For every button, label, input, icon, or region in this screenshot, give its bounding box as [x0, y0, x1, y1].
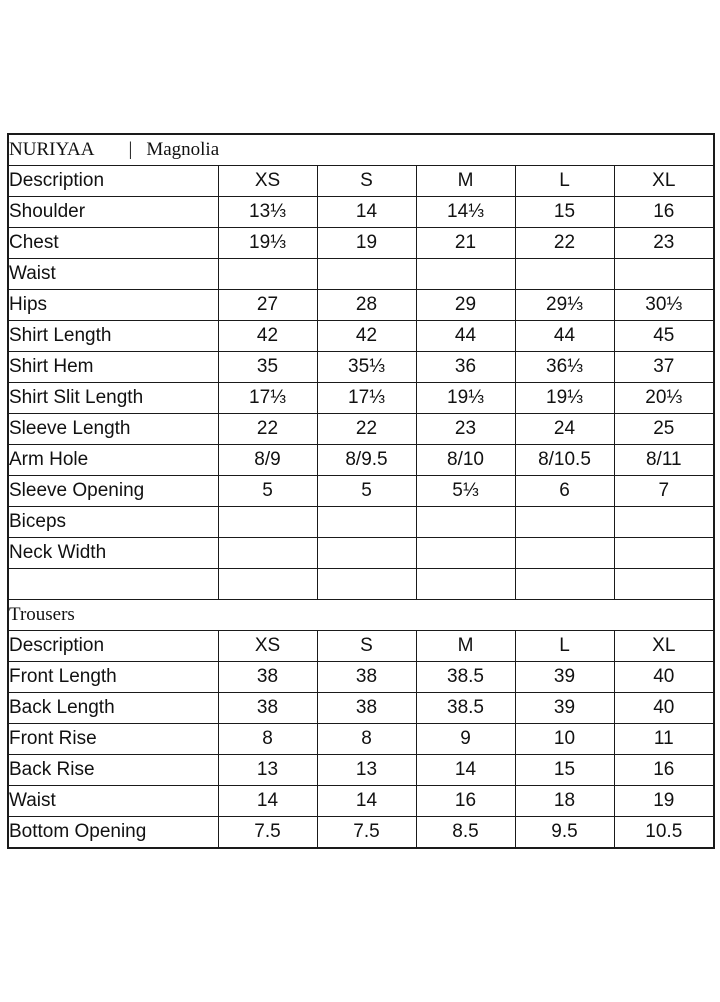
trousers-value-l: 39 — [515, 662, 614, 693]
shirt-value-xl: 23 — [614, 228, 713, 259]
shirt-value-xl — [614, 259, 713, 290]
shirt-measurement-label: Neck Width — [9, 538, 218, 569]
shirt-value-l: 24 — [515, 414, 614, 445]
trousers-value-s: 13 — [317, 755, 416, 786]
shirt-value-xs — [218, 507, 317, 538]
shirt-value-l — [515, 507, 614, 538]
trousers-value-xs: 38 — [218, 662, 317, 693]
trousers-value-s: 38 — [317, 693, 416, 724]
shirt-row — [9, 352, 713, 383]
shirt-value-xl: 37 — [614, 352, 713, 383]
trousers-measurement-label: Bottom Opening — [9, 817, 218, 848]
shirt-row — [9, 414, 713, 445]
brand-header-row — [9, 135, 713, 166]
shirt-value-l: 22 — [515, 228, 614, 259]
shirt-row — [9, 290, 713, 321]
shirt-size-header-row — [9, 166, 713, 197]
trousers-row — [9, 662, 713, 693]
brand-header — [9, 135, 713, 166]
trousers-value-l: 10 — [515, 724, 614, 755]
trousers-measurement-label: Front Length — [9, 662, 218, 693]
shirt-value-l — [515, 538, 614, 569]
trousers-value-m: 38.5 — [416, 662, 515, 693]
shirt-value-m: 29 — [416, 290, 515, 321]
shirt-value-m: 5⅓ — [416, 476, 515, 507]
shirt-value-xl — [614, 507, 713, 538]
trousers-measurement-label: Front Rise — [9, 724, 218, 755]
shirt-measurement-label: Shoulder — [9, 197, 218, 228]
trousers-measurement-label: Back Length — [9, 693, 218, 724]
shirt-value-xs: 13⅓ — [218, 197, 317, 228]
trousers-value-s: 38 — [317, 662, 416, 693]
trousers-value-l: 39 — [515, 693, 614, 724]
trouser-rows — [9, 662, 713, 848]
trousers-value-m: 9 — [416, 724, 515, 755]
trousers-value-xs: 7.5 — [218, 817, 317, 848]
shirt-value-xs: 27 — [218, 290, 317, 321]
shirt-row — [9, 476, 713, 507]
shirt-value-m: 21 — [416, 228, 515, 259]
trousers-description-header: Description — [9, 631, 218, 662]
trousers-value-l: 9.5 — [515, 817, 614, 848]
shirt-measurement-label: Sleeve Opening — [9, 476, 218, 507]
shirt-value-m — [416, 259, 515, 290]
trousers-value-xl: 40 — [614, 662, 713, 693]
shirt-value-xs: 8/9 — [218, 445, 317, 476]
trousers-value-xl: 10.5 — [614, 817, 713, 848]
trousers-value-xs: 13 — [218, 755, 317, 786]
shirt-value-m: 36 — [416, 352, 515, 383]
shirt-value-xs: 35 — [218, 352, 317, 383]
shirt-value-xl: 45 — [614, 321, 713, 352]
shirt-value-m: 8/10 — [416, 445, 515, 476]
size-header-xl: XL — [614, 166, 713, 197]
shirt-value-m: 19⅓ — [416, 383, 515, 414]
shirt-value-s: 42 — [317, 321, 416, 352]
spacer-cell — [9, 569, 218, 600]
shirt-value-l: 29⅓ — [515, 290, 614, 321]
trousers-row — [9, 724, 713, 755]
shirt-value-l: 44 — [515, 321, 614, 352]
trousers-value-m: 14 — [416, 755, 515, 786]
spacer-cell — [515, 569, 614, 600]
shirt-measurement-label: Sleeve Length — [9, 414, 218, 445]
size-header-l: L — [515, 166, 614, 197]
shirt-value-xl: 8/11 — [614, 445, 713, 476]
trousers-value-xs: 8 — [218, 724, 317, 755]
trousers-value-xl: 16 — [614, 755, 713, 786]
trousers-title: Trousers — [9, 600, 713, 631]
shirt-value-m — [416, 538, 515, 569]
shirt-value-m: 14⅓ — [416, 197, 515, 228]
shirt-value-xs: 5 — [218, 476, 317, 507]
shirt-value-xl: 7 — [614, 476, 713, 507]
collection-name: Magnolia — [146, 139, 220, 160]
shirt-description-header: Description — [9, 166, 218, 197]
trousers-value-s: 14 — [317, 786, 416, 817]
brand-name: NURIYAA — [9, 139, 95, 160]
trousers-title-row — [9, 600, 713, 631]
trousers-value-xl: 11 — [614, 724, 713, 755]
trousers-value-s: 7.5 — [317, 817, 416, 848]
trousers-row — [9, 693, 713, 724]
shirt-measurement-label: Shirt Hem — [9, 352, 218, 383]
shirt-value-xs: 17⅓ — [218, 383, 317, 414]
shirt-measurement-label: Shirt Length — [9, 321, 218, 352]
shirt-row — [9, 228, 713, 259]
trousers-value-xs: 38 — [218, 693, 317, 724]
shirt-value-s: 14 — [317, 197, 416, 228]
size-header-xs: XS — [218, 631, 317, 662]
shirt-value-xl: 30⅓ — [614, 290, 713, 321]
shirt-value-m: 23 — [416, 414, 515, 445]
shirt-value-s: 22 — [317, 414, 416, 445]
trousers-value-l: 18 — [515, 786, 614, 817]
shirt-value-xl — [614, 538, 713, 569]
shirt-value-s: 8/9.5 — [317, 445, 416, 476]
size-header-s: S — [317, 166, 416, 197]
trousers-value-xl: 40 — [614, 693, 713, 724]
brand-separator: | — [128, 139, 133, 160]
shirt-value-m — [416, 507, 515, 538]
shirt-measurement-label: Biceps — [9, 507, 218, 538]
shirt-value-xs: 19⅓ — [218, 228, 317, 259]
shirt-value-xl: 25 — [614, 414, 713, 445]
shirt-row — [9, 445, 713, 476]
trousers-value-xs: 14 — [218, 786, 317, 817]
trousers-measurement-label: Back Rise — [9, 755, 218, 786]
shirt-value-xl: 20⅓ — [614, 383, 713, 414]
shirt-value-s: 35⅓ — [317, 352, 416, 383]
trousers-value-m: 16 — [416, 786, 515, 817]
shirt-section — [9, 135, 713, 197]
shirt-value-l: 6 — [515, 476, 614, 507]
shirt-value-l: 8/10.5 — [515, 445, 614, 476]
shirt-row — [9, 197, 713, 228]
size-chart-table — [9, 135, 713, 847]
shirt-rows — [9, 197, 713, 569]
shirt-value-xs: 22 — [218, 414, 317, 445]
spacer-cell — [218, 569, 317, 600]
shirt-measurement-label: Shirt Slit Length — [9, 383, 218, 414]
spacer-row — [9, 569, 713, 600]
shirt-measurement-label: Chest — [9, 228, 218, 259]
trousers-measurement-label: Waist — [9, 786, 218, 817]
shirt-value-xs — [218, 259, 317, 290]
shirt-value-s: 19 — [317, 228, 416, 259]
shirt-value-s: 5 — [317, 476, 416, 507]
trousers-value-s: 8 — [317, 724, 416, 755]
trousers-row — [9, 817, 713, 848]
trousers-value-m: 38.5 — [416, 693, 515, 724]
trousers-value-xl: 19 — [614, 786, 713, 817]
size-header-s: S — [317, 631, 416, 662]
shirt-value-xs: 42 — [218, 321, 317, 352]
shirt-row — [9, 383, 713, 414]
shirt-row — [9, 259, 713, 290]
shirt-row — [9, 538, 713, 569]
size-header-m: M — [416, 631, 515, 662]
shirt-measurement-label: Arm Hole — [9, 445, 218, 476]
shirt-value-s — [317, 507, 416, 538]
size-header-l: L — [515, 631, 614, 662]
shirt-value-l: 19⅓ — [515, 383, 614, 414]
shirt-value-xs — [218, 538, 317, 569]
shirt-value-s — [317, 538, 416, 569]
size-chart — [7, 133, 715, 849]
shirt-value-l: 15 — [515, 197, 614, 228]
trousers-section — [9, 569, 713, 662]
shirt-row — [9, 321, 713, 352]
trousers-value-m: 8.5 — [416, 817, 515, 848]
shirt-value-l — [515, 259, 614, 290]
spacer-cell — [416, 569, 515, 600]
shirt-value-xl: 16 — [614, 197, 713, 228]
spacer-cell — [317, 569, 416, 600]
trousers-row — [9, 755, 713, 786]
size-header-m: M — [416, 166, 515, 197]
shirt-value-s — [317, 259, 416, 290]
shirt-value-m: 44 — [416, 321, 515, 352]
shirt-value-l: 36⅓ — [515, 352, 614, 383]
size-header-xs: XS — [218, 166, 317, 197]
spacer-cell — [614, 569, 713, 600]
trousers-row — [9, 786, 713, 817]
trousers-size-header-row — [9, 631, 713, 662]
shirt-value-s: 28 — [317, 290, 416, 321]
size-header-xl: XL — [614, 631, 713, 662]
trousers-value-l: 15 — [515, 755, 614, 786]
shirt-measurement-label: Waist — [9, 259, 218, 290]
shirt-value-s: 17⅓ — [317, 383, 416, 414]
shirt-measurement-label: Hips — [9, 290, 218, 321]
shirt-row — [9, 507, 713, 538]
